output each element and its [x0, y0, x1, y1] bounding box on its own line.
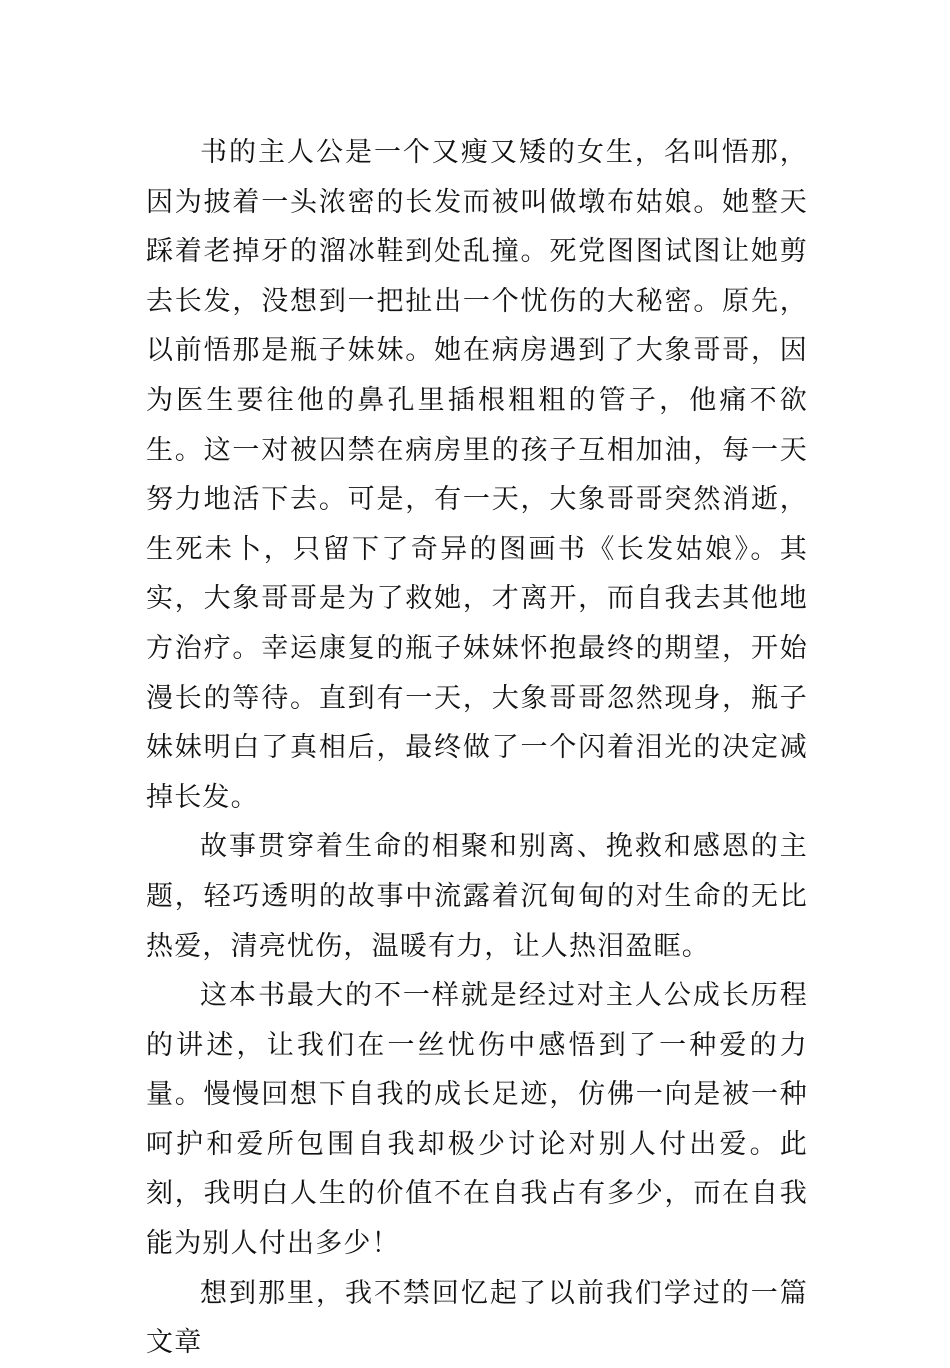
paragraph-4: 想到那里，我不禁回忆起了以前我们学过的一篇文章 — [146, 1277, 808, 1359]
document-page — [146, 128, 808, 1368]
paragraph-1: 书的主人公是一个又瘦又矮的女生，名叫悟那，因为披着一头浓密的长发而被叫做墩布姑娘。她整天踩着老掉牙的溜冰鞋到处乱撞。死党图图试图让她剪去长发，没想到一把扯出一个忧伤的大秘密。原先，以前悟那是瓶子妹妹。她在病房遇到了大象哥哥，因为医生要往他的鼻孔里插根粗粗的管子，他痛不欲生。这一对被囚禁在病房里的孩子互相加油，每一天努力地活下去。可是，有一天，大象哥哥突然消逝，生死未卜，只留下了奇异的图画书《长发姑娘》。其实，大象哥哥是为了救她，才离开，而自我去其他地方治疗。幸运康复的瓶子妹妹怀抱最终的期望，开始漫长的等待。直到有一天，大象哥哥忽然现身，瓶子妹妹明白了真相后，最终做了一个闪着泪光的决定减掉长发。 — [146, 137, 808, 813]
paragraph-2: 故事贯穿着生命的相聚和别离、挽救和感恩的主题，轻巧透明的故事中流露着沉甸甸的对生命的无比热爱，清亮忧伤，温暖有力，让人热泪盈眶。 — [146, 831, 808, 962]
paragraph-3: 这本书最大的不一样就是经过对主人公成长历程的讲述，让我们在一丝忧伤中感悟到了一种爱的力量。慢慢回想下自我的成长足迹，仿佛一向是被一种呵护和爱所包围自我却极少讨论对别人付出爱。此刻，我明白人生的价值不在自我占有多少，而在自我能为别人付出多少！ — [146, 980, 808, 1260]
